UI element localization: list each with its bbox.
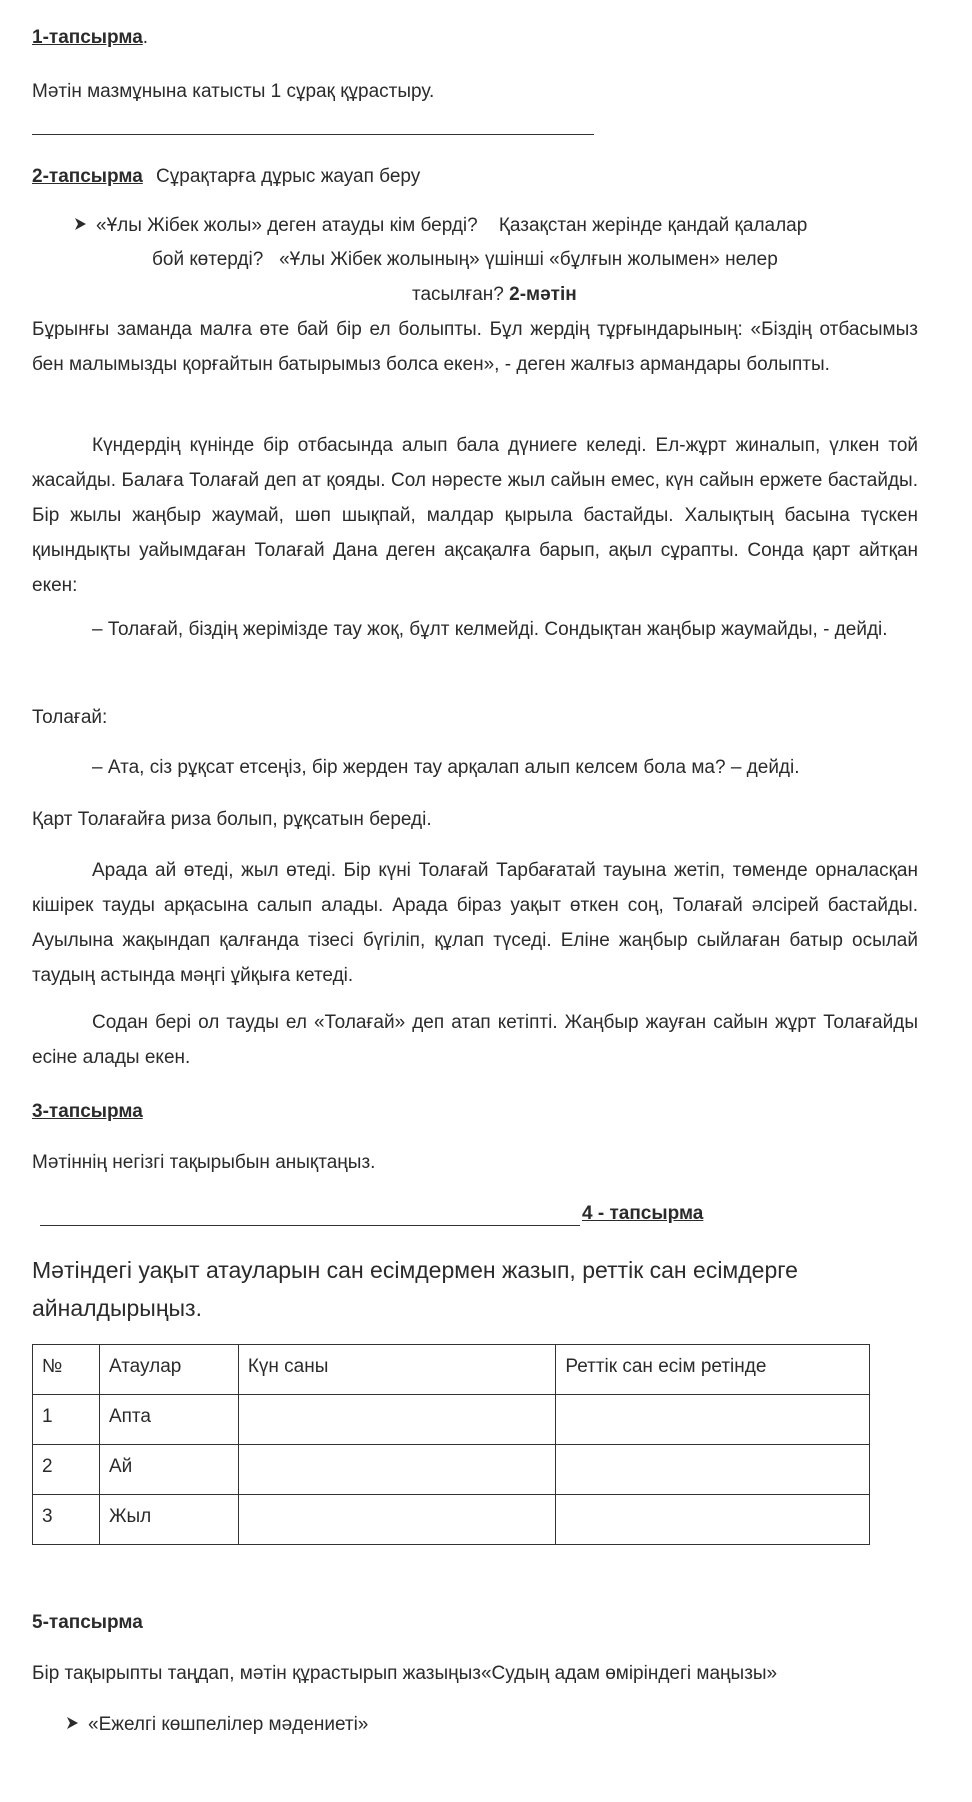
task5-instruction: Бір тақырыпты таңдап, мәтін құрастырып жазыңыз«Судың адам өміріндегі маңызы» xyxy=(32,1663,778,1684)
answer-line-1 xyxy=(32,134,594,135)
row-name: Апта xyxy=(99,1395,238,1445)
story-paragraph-4: Толағай: xyxy=(32,707,108,728)
text2-label: 2-мәтін xyxy=(509,284,577,305)
ordinal-cell[interactable] xyxy=(556,1445,870,1495)
task3-title: 3-тапсырма xyxy=(32,1101,143,1122)
day-count-cell[interactable] xyxy=(238,1395,556,1445)
task5-topic xyxy=(66,1713,368,1738)
header-number: № xyxy=(33,1345,100,1395)
task5-topic-text: «Ежелгі көшпелілер мәдениеті» xyxy=(88,1714,369,1735)
answer-line-3 xyxy=(40,1225,580,1226)
story-paragraph-5: – Ата, сіз рұқсат етсеңіз, бір жерден тау арқалап алып келсем бола ма? – дейді. xyxy=(92,757,800,778)
time-names-table xyxy=(32,1344,870,1545)
story-paragraph-2: Күндердің күнінде бір отбасында алып бала дүниеге келеді. Ел-жұрт жиналып, үлкен той жасайды. Балаға Толағай деп ат қояды. Сол нәресте жыл сайын емес, күн сайын ержете бастайды. Бір жылы жаңбыр жаумай, шөп шықпай, малдар қырыла бастайды. Халықтың басына түскен қиындықты уайымдаған Толағай Дана деген ақсақалға барып, ақыл сұрапты. Сонда қарт айтқан екен: xyxy=(32,435,918,596)
day-count-cell[interactable] xyxy=(238,1445,556,1495)
story-paragraph-7: Арада ай өтеді, жыл өтеді. Бір күні Толағай Тарбағатай тауына жетіп, төменде орналасқан кішірек тауды арқасына салып алады. Арада біраз уақыт өткен соң, Толағай әлсірей бастайды. Ауылына жақындап қалғанда тізесі бүгіліп, құлап түседі. Еліне жаңбыр сыйлаған батыр осылай таудың астында мәңгі ұйқыға кетеді. xyxy=(32,860,918,986)
story-paragraph-8: Содан бері ол тауды ел «Толағай» деп атап кетіпті. Жаңбыр жауған сайын жұрт Толағайды есіне алады екен. xyxy=(32,1012,918,1068)
row-name: Ай xyxy=(99,1445,238,1495)
header-ordinal: Реттік сан есім ретінде xyxy=(556,1345,870,1395)
row-number: 1 xyxy=(33,1395,100,1445)
task2-question-line3 xyxy=(412,283,577,308)
row-name: Жыл xyxy=(99,1495,238,1545)
task2-q-line3-text: тасылған? xyxy=(412,284,504,305)
day-count-cell[interactable] xyxy=(238,1495,556,1545)
table-row xyxy=(33,1395,870,1445)
header-day-count: Күн саны xyxy=(238,1345,556,1395)
table-header-row xyxy=(33,1345,870,1395)
table-row xyxy=(33,1445,870,1495)
story-paragraph-6: Қарт Толағайға риза болып, рұқсатын береді. xyxy=(32,809,432,830)
arrow-bullet-icon xyxy=(66,1713,80,1738)
story-paragraph-1: Бұрынғы заманда малға өте бай бір ел болыпты. Бұл жердің тұрғындарының: «Біздің отбасымыз бен малымызды қорғайтын батырымыз болса екен», - деген жалғыз армандары болыпты. xyxy=(32,319,918,375)
ordinal-cell[interactable] xyxy=(556,1495,870,1545)
task2-question-line2: бой көтерді? «Ұлы Жібек жолының» үшінші «бұлғын жолымен» нелер xyxy=(152,249,778,270)
task3-question: Мәтіннің негізгі тақырыбын анықтаңыз. xyxy=(32,1152,376,1173)
task1-question: Мәтін мазмұнына катысты 1 сұрақ құрастыру. xyxy=(32,81,435,102)
task2-question-line1 xyxy=(74,214,807,239)
task2-heading xyxy=(32,165,420,190)
task1-heading xyxy=(32,26,148,51)
story-paragraph-3: – Толағай, біздің жерімізде тау жоқ, бұлт келмейді. Сондықтан жаңбыр жаумайды, - дейді. xyxy=(92,619,888,640)
task4-title: 4 - тапсырма xyxy=(582,1203,704,1224)
task2-q-line1-text: «Ұлы Жібек жолы» деген атауды кім берді? Қазақстан жерінде қандай қалалар xyxy=(96,215,808,236)
task2-subtitle: Сұрақтарға дұрыс жауап беру xyxy=(156,166,421,187)
row-number: 2 xyxy=(33,1445,100,1495)
header-names: Атаулар xyxy=(99,1345,238,1395)
arrow-bullet-icon xyxy=(74,214,88,239)
task2-title: 2-тапсырма xyxy=(32,166,143,187)
task1-title: 1-тапсырма xyxy=(32,27,143,48)
ordinal-cell[interactable] xyxy=(556,1395,870,1445)
table-row xyxy=(33,1495,870,1545)
task1-title-dot: . xyxy=(142,27,149,48)
task5-title: 5-тапсырма xyxy=(32,1612,143,1633)
row-number: 3 xyxy=(33,1495,100,1545)
task4-instruction: Мәтіндегі уақыт атауларын сан есімдермен жазып, реттік сан есімдерге айналдырыңыз. xyxy=(32,1257,798,1321)
